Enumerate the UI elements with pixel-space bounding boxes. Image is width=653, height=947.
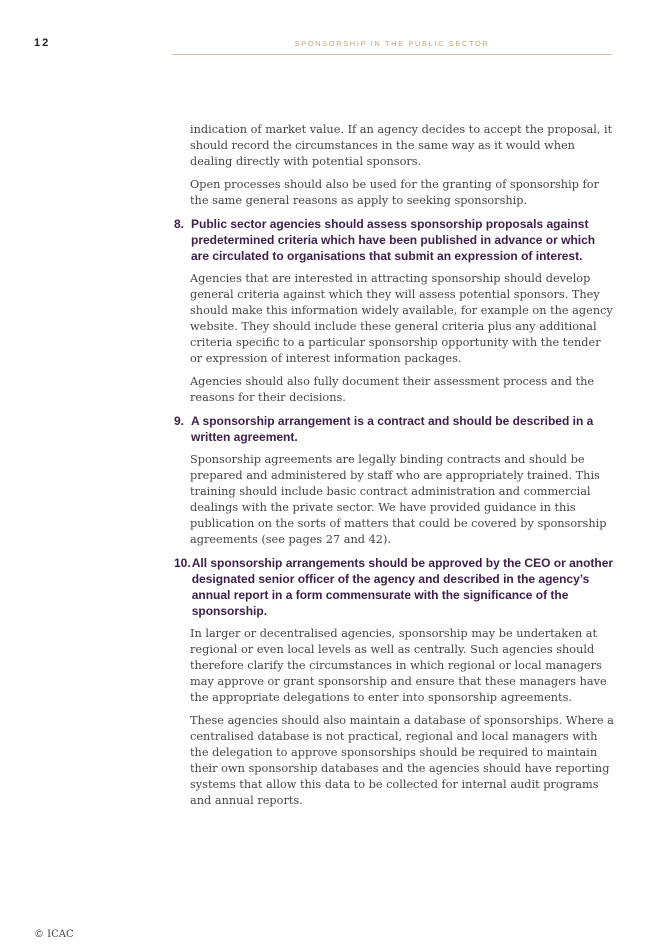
section-paragraph: These agencies should also maintain a database of sponsorships. Where a centralised database is not practical, regional and local managers with the delegation to approve sponsorships should be required to maintain their own sponsorship databases and the agencies should have reporting systems that allow this data to be collected for internal audit programs and annual reports. [190,714,614,807]
running-header: SPONSORSHIP IN THE PUBLIC SECTOR [294,39,490,48]
header-divider [172,54,612,55]
intro-paragraph: Open processes should also be used for the granting of sponsorship for the same general reasons as apply to seeking sponsorship. [190,178,599,207]
section-heading-text: All sponsorship arrangements should be approved by the CEO or another designated senior officer of the agency and described in the agency’s annual report in a form commensurate with the significance of the sponsorship. [191,556,614,618]
section-heading-text: Public sector agencies should assess sponsorship proposals against predetermined criteria which have been published in advance or which are circulated to organisations that submit an expression of interest. [191,217,596,263]
copyright-footer: © ICAC [34,929,74,940]
section-heading [174,413,616,445]
section-paragraph: In larger or decentralised agencies, sponsorship may be undertaken at regional or even local levels as well as centrally. Such agencies should therefore clarify the circumstances in which regional or local managers may approve or grant sponsorship and ensure that these managers have the appropriate delegations to enter into sponsorship agreements. [190,627,607,704]
section-paragraph: Agencies should also fully document their assessment process and the reasons for their decisions. [190,375,595,404]
section-heading [174,555,616,619]
section-paragraph: Agencies that are interested in attracting sponsorship should develop general criteria against which they will assess potential sponsors. They should make this information widely available, for example on the agency website. They should include these general criteria plus any additional criteria specific to a particular sponsorship opportunity with the tender or expression of interest information packages. [190,272,613,365]
section-paragraph: Sponsorship agreements are legally binding contracts and should be prepared and administered by staff who are appropriately trained. This training should include basic contract administration and commercial dealings with the private sector. We have provided guidance in this publication on the sorts of matters that could be covered by sponsorship agreements (see pages 27 and 42). [190,453,607,546]
section-8 [174,216,616,406]
section-9 [174,413,616,548]
section-number: 9. [174,414,185,428]
page-number: 12 [34,37,51,49]
intro-paragraph: indication of market value. If an agency decides to accept the proposal, it should record the circumstances in the same way as it would when dealing directly with potential sponsors. [190,123,613,168]
section-10 [174,555,616,809]
section-heading-text: A sponsorship arrangement is a contract and should be described in a written agreement. [191,414,594,444]
section-number: 8. [174,217,185,231]
section-heading [174,216,616,264]
section-number: 10. [174,556,191,570]
document-body [174,122,616,816]
